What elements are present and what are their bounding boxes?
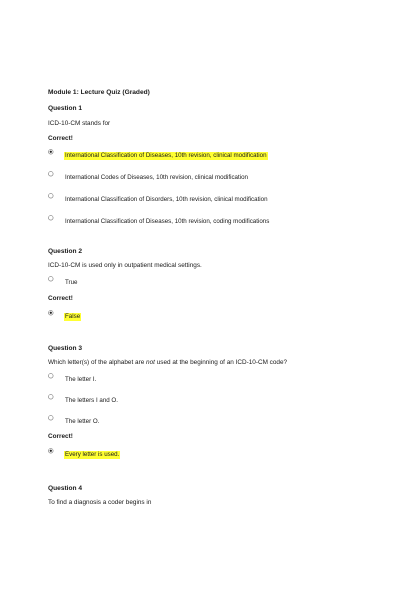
radio-selected-icon[interactable]	[48, 149, 55, 156]
answer-option[interactable]	[48, 276, 378, 290]
answer-label: International Classification of Disorders, 10th revision, clinical modification	[65, 196, 268, 203]
answer-label: International Classification of Diseases, 10th revision, coding modifications	[65, 218, 270, 225]
radio-unselected-icon[interactable]	[48, 415, 55, 422]
question-text: ICD-10-CM stands for	[48, 120, 111, 127]
feedback-correct: Correct!	[48, 135, 73, 142]
question-text-part: Which letter(s) of the alphabet are	[48, 359, 147, 366]
answer-label: The letter O.	[65, 418, 100, 425]
question-2	[48, 247, 378, 324]
question-4	[48, 484, 378, 507]
answer-label: True	[65, 279, 78, 286]
question-text-part: used at the beginning of an ICD-10-CM code?	[154, 359, 288, 366]
question-text: To find a diagnosis a coder begins in	[48, 499, 152, 506]
radio-unselected-icon[interactable]	[48, 276, 55, 283]
answer-option[interactable]	[48, 394, 378, 408]
answer-label: The letters I and O.	[65, 397, 118, 404]
answer-option[interactable]	[48, 149, 378, 163]
question-3	[48, 344, 378, 462]
radio-unselected-icon[interactable]	[48, 171, 55, 178]
radio-unselected-icon[interactable]	[48, 394, 55, 401]
document-title: Module 1: Lecture Quiz (Graded)	[48, 89, 150, 96]
question-1	[48, 104, 378, 229]
answer-option[interactable]	[48, 171, 378, 185]
answer-option[interactable]	[48, 448, 378, 462]
question-heading: Question 3	[48, 345, 83, 352]
radio-selected-icon[interactable]	[48, 310, 55, 317]
radio-selected-icon[interactable]	[48, 448, 55, 455]
answer-option[interactable]	[48, 193, 378, 207]
question-text: ICD-10-CM is used only in outpatient medical settings.	[48, 262, 202, 269]
answer-option[interactable]	[48, 310, 378, 324]
radio-unselected-icon[interactable]	[48, 373, 55, 380]
radio-unselected-icon[interactable]	[48, 193, 55, 200]
answer-option[interactable]	[48, 415, 378, 429]
question-text-emphasis: not	[146, 359, 155, 366]
answer-label: False	[65, 313, 81, 320]
question-heading: Question 2	[48, 248, 83, 255]
question-text	[48, 358, 378, 367]
radio-unselected-icon[interactable]	[48, 215, 55, 222]
feedback-correct: Correct!	[48, 295, 73, 302]
quiz-document	[48, 88, 378, 507]
question-heading: Question 1	[48, 105, 83, 112]
answer-label: International Codes of Diseases, 10th revision, clinical modification	[65, 174, 248, 181]
answer-label: Every letter is used.	[65, 451, 120, 458]
answer-label: The letter I.	[65, 376, 97, 383]
answer-option[interactable]	[48, 215, 378, 229]
answer-option[interactable]	[48, 373, 378, 387]
question-heading: Question 4	[48, 485, 83, 492]
answer-label: International Classification of Diseases, 10th revision, clinical modification	[65, 152, 267, 159]
feedback-correct: Correct!	[48, 433, 73, 440]
